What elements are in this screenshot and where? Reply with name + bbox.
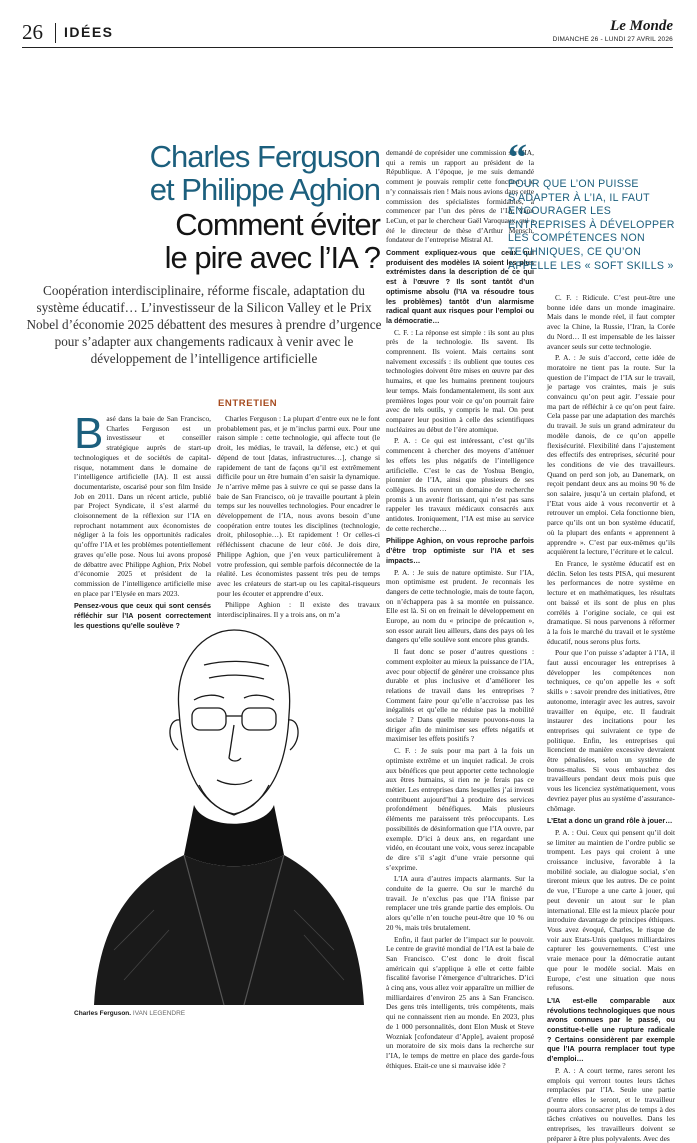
column-2	[217, 414, 380, 620]
pull-quote: POUR QUE L’ON PUISSE S’ADAPTER À L’IA, IL FAUT ENCOURAGER LES ENTREPRISES À DÉVELOPPER LES COMPÉTENCES NON TECHNIQUES, CE QU’ON APPELLE LES « SOFT SKILLS »	[508, 178, 675, 272]
question: L’Etat a donc un grand rôle à jouer…	[547, 816, 673, 826]
answer-paragraph: C. F. : Je suis pour ma part à la fois un optimiste extrême et un inquiet radical. Je crois aux bénéfices que peut apporter cette technologie aux êtres humains, si rien ne je ferais pas ce métier. Les entreprises dans lesquelles j’ai investi contribuent aujourd’hui à produire des services profondément bénéfiques. Mais plusieurs éléments me paraissent très préoccupants. Les possibilités de désinformation que l’IA ouvre, par exemple. D’ici à deux ans, en regardant une vidéo, en écoutant une voix, vous serez incapable de dire s’il s’agit d’une vraie personne qui s’exprime.	[386, 746, 534, 872]
standfirst: Coopération interdisciplinaire, réforme fiscale, adaptation du système éducatif… L’investisseur de la Silicon Valley et le Prix Nobel d’économie 2025 débattent des mesures à prendre d’urgence pour s’adapter aux changements radicaux à venir avec le développement de l’intelligence artificielle	[26, 283, 382, 366]
answer-paragraph: P. A. : Oui. Ceux qui pensent qu’il doit se limiter au maintien de l’ordre public se trompent. Les pays qui croient à une croissance inclusive, favorable à la mobilité sociale, au dialogue social, s’en tireront mieux que les autres. De ce point de vue, l’Europe a une carte à jouer, qui peut devenir un atout sur le plan international. Elle est la mieux placée pour introduire davantage de principes éthiques. Vous avez évoqué, Charles, le risque de voir aux Etats-Unis quelques milliardaires capturer les gouvernements. C’est une vraie menace pour la démocratie autant que pour le modèle social. Mais en Europe, c’est une situation que nous refusons.	[547, 827, 675, 993]
header-divider	[55, 23, 56, 43]
drop-cap: B	[74, 409, 104, 458]
headline-main-line2: le pire avec l’IA ?	[164, 240, 380, 275]
header-rule	[22, 47, 673, 48]
answer-paragraph: Il faut donc se poser d’autres questions : comment exploiter au mieux la puissance de l’IA, avec pour objectif de générer une croissance plus durable et plus inclusive et d’améliorer les relations de travail dans les entreprises ? Comment faire pour qu’elle n’accroisse pas les inégalités et qu’elle ne réduise pas la mobilité sociale ? Dans quelle mesure pouvons-nous la diriger afin de minimiser ses effets négatifs et maximiser les effets positifs ?	[386, 647, 534, 744]
answer-paragraph: P. A. : Je suis de nature optimiste. Sur l’IA, mon optimisme est prudent. Je reconnais les dangers de cette technologie, mais de toute façon, on n’échappera pas à sa montée en puissance. Elle est là. Si on en freinait le développement en Europe, au nom du « principe de précaution », son essor aurait lieu ailleurs, dans des pays où les dangers qu’elle soulève sont encore plus grands.	[386, 567, 534, 645]
question: L’IA est-elle comparable aux révolutions technologiques que nous avons connues par le passé, ou constitue-t-elle une rupture radicale ? Certains considèrent par exemple que l’IA pourra remplacer tout type d’emploi…	[547, 995, 675, 1064]
question: Comment expliquez-vous que ceux qui produisent des modèles IA soient les plus extrémistes dans la description de ce qui est à l’œuvre ? Ils sont tantôt d’un optimisme absolu (l’IA va résoudre tous les problèmes) tantôt d’un alarmisme radical quant aux risques pour l’emploi ou la démocratie…	[386, 248, 534, 325]
issue-date: DIMANCHE 26 - LUNDI 27 AVRIL 2026	[552, 36, 673, 43]
column-4	[547, 293, 675, 1143]
answer-paragraph: C. F. : La réponse est simple : ils sont au plus près de la technologie. Ils savent. Ils comprennent. Ils voient. Mais certains sont naïvement excessifs : ils oublient que toutes ces technologies doivent être mises en œuvre par des humains, et que les humains prennent toujours leur temps. Mais fondamentalement, ils sont aux premières loges pour voir ce qu’on pourrait faire avec de tels outils, y compris le mal. On peut comparer leur position à celle des scientifiques nucléaires au début de l’ère atomique.	[386, 327, 534, 434]
caption-name: Charles Ferguson.	[74, 1010, 132, 1017]
headline-names-line2: et Philippe Aghion	[149, 172, 380, 207]
answer-paragraph: demandé de coprésider une commission sur l’IA, qui a remis un rapport au président de la République. A l’époque, je me suis demandé comment je pouvais remplir cette fonction : je n’y connaissais rien ! Mais nous avions dans cette commission des spécialistes formidables, à commencer par l’un des pères de l’IA, Yann LeCun, et par le chercheur Gaël Varoquaux, qui a été le directeur de thèse d’Arthur Mensch, fondateur de l’entreprise Mistral AI.	[386, 148, 534, 245]
answer-paragraph: C. F. : Ridicule. C’est peut-être une bonne idée dans un monde imaginaire. Mais dans le monde réel, il faut compter avec la Chine, la Russie, l’Iran, la Corée du Nord… Il est impensable de les laisser avancer seuls sur cette technologie.	[547, 293, 675, 351]
portrait-illustration	[74, 590, 374, 1005]
article-tag: ENTRETIEN	[218, 398, 278, 409]
page-number: 26	[22, 20, 43, 44]
headline-main-line1: Comment éviter	[175, 207, 380, 242]
intro-paragraph: asé dans la baie de San Francisco, Charles Ferguson est un investisseur et conseiller stratégique auprès de start-up technologiques et de sociétés de capital-risque, notamment dans le domaine de l’intelligence artificielle (IA). Il est aussi documentariste, oscarisé pour son film Inside Job en 2011. Dans un récent article, publié par Project Syndicate, il s’est alarmé du cloisonnement de la réflexion sur l’IA en reprochant notamment aux économistes de négliger à la fois les opportunités radicales qu’offre l’IA et les problèmes potentiellement graves qu’elle pose. Nous lui avons proposé de débattre avec Philippe Aghion, Prix Nobel d’économie 2025 et président de la commission de l’intelligence artificielle mise en place par l’Elysée en mars 2023.	[74, 414, 211, 598]
headline-names-line1: Charles Ferguson	[149, 139, 380, 174]
answer-paragraph: P. A. : Ce qui est intéressant, c’est qu’ils commencent à chercher des moyens d’atténuer les effets les plus négatifs de l’intelligence artificielle. C’est le cas de Yoshua Bengio, pionnier de l’IA, ainsi que plusieurs de ses collègues. Ils ouvrent un domaine de recherche promis à un avenir florissant, qui n’est pas sans rappeler les travaux médicaux consacrés aux antidotes. Ironiquement, l’IA est mise au service de cette recherche…	[386, 436, 534, 533]
answer-paragraph: Pour que l’on puisse s’adapter à l’IA, il faut aussi encourager les entreprises à développer les compétences non techniques, ce qu’on appelle les « soft skills » : savoir prendre des initiatives, être autonome, interagir avec les autres, savoir travailler en équipe, etc. Il faudrait instaurer des incitations pour les entreprises qui suivraient ce type de politique. Enfin, les entreprises qui licencient de manière excessive devraient être pénalisées, selon un système de bonus-malus. Si vous embauchez des travailleurs pendant deux mois puis que vous les licenciez systématiquement, vous devriez payer plus au système d’assurance-chômage.	[547, 648, 675, 813]
answer-paragraph: P. A. : A court terme, rares seront les emplois qui verront toutes leurs tâches remplacées par l’IA. Seule une partie d’entre elles le seront, et le travailleur pourra alors consacrer plus de temps à des tâches créatives ou nouvelles. Dans les entreprises, les travailleurs doivent se préparer à être plus polyvalents. Avec des	[547, 1065, 675, 1143]
answer-paragraph: L’IA aura d’autres impacts alarmants. Sur la conduite de la guerre. Ou sur le marché du travail. Je n’exclus pas que l’IA finisse par remplacer une très grande partie des emplois. Ou alors qu’elle n’en touche peut-être que 10 % ou 20 %, mais très brutalement.	[386, 874, 534, 932]
column-1	[74, 409, 211, 630]
quote-mark-icon: “	[508, 137, 527, 179]
answer-paragraph: Enfin, il faut parler de l’impact sur le pouvoir. Le centre de gravité mondial de l’IA est la baie de San Francisco. C’est donc le droit fiscal américain qui s’applique à elle et cette faible fiscalité favorise l’émergence d’ultrariches. D’ici à cinq ans, vous allez voir apparaître un millier de milliardaires d’environ 25 ans à San Francisco. Des gens très intelligents, très compétents, mais qui ne connaissent rien au monde. En 2023, plus de 1 000 personnalités, dont Elon Musk et Steve Wozniak [cofondateur d’Apple], avaient proposé un moratoire de six mois dans la recherche sur l’IA, le temps de mettre en place des garde-fous éthiques. Etait-ce une si mauvaise idée ?	[386, 934, 534, 1070]
newspaper-logo: Le Monde	[610, 18, 673, 34]
answer-paragraph: Philippe Aghion : Il existe des travaux interdisciplinaires. Il y a trois ans, on m’a	[217, 600, 380, 620]
answer-paragraph: Charles Ferguson : La plupart d’entre eux ne le font probablement pas, et je m’inclus parmi eux. Pour une raison simple : cette technologie, qui affecte tout (le droit, les médias, le travail, la défense, etc.) et qui dépend de tout [datas, infrastructures…], change si rapidement de tant de façons qu’il est extrêmement difficile pour un être humain d’en saisir la dynamique. Je n’arrive même pas à suivre ce qui se passe dans la baie de San Francisco, où je travaille pourtant à plein temps sur les nouvelles technologies. Pour encadrer le développement de l’IA, nous avons besoin d’une coopération entre toutes les disciplines (technologie, droit, philosophie…). Et rapidement ! Or celles-ci réfléchissent chacune de leur côté. Je dois dire, Philippe Aghion, que j’en veux particulièrement à votre profession, qui semble parfois déconnectée de la réalité. Les économistes passent très peu de temps avec les créateurs de start-up ou les capital-risqueurs pour les écouter et apprendre d’eux.	[217, 414, 380, 598]
answer-paragraph: En France, le système éducatif est en déclin. Selon les tests PISA, qui mesurent les performances de notre système en lecture et en mathématiques, les résultats ont baissé et ils sont de plus en plus corrélés à l’origine sociale, ce qui est dramatique. Si nous parvenons à réformer à la fois le marché du travail et le système éducatif, nous serons plus forts.	[547, 558, 675, 646]
question: Pensez-vous que ceux qui sont censés réfléchir sur l’IA posent correctement les questions qu’elle soulève ?	[74, 601, 211, 630]
caption-credit: IVAN LEGENDRE	[132, 1010, 186, 1017]
section-name: IDÉES	[64, 24, 114, 40]
question: Philippe Aghion, on vous reproche parfois d’être trop optimiste sur l’IA et ses impacts…	[386, 536, 534, 565]
photo-caption	[74, 1010, 185, 1017]
headline	[60, 140, 380, 274]
column-3	[386, 148, 534, 1070]
answer-paragraph: P. A. : Je suis d’accord, cette idée de moratoire ne tient pas la route. Sur la question de l’impact de l’IA sur le travail, je partage vos craintes, mais je suis convaincu qu’on peut agir. J’essaie pour ma part de réfléchir à ce qu’on peut faire. Cela passe par une adaptation des marchés du travail. Je suis un grand admirateur du modèle danois, de ce qu’on appelle flexisécurité. Flexibilité dans l’ajustement des effectifs des entreprises, sécurité pour les conditions de vie des travailleurs. Quand on perd son job, au Danemark, on reçoit pendant deux ans au moins 90 % de son salaire, jusqu’à un certain plafond, et l’Etat vous aide à vous reconvertir et à retrouver un emploi. Cela fonctionne bien, parce qu’ils ont un bon système éducatif, où la plupart des enfants « apprennent à apprendre ». C’est par eux-mêmes qu’ils acquièrent la lecture, l’écriture et le calcul.	[547, 353, 675, 557]
